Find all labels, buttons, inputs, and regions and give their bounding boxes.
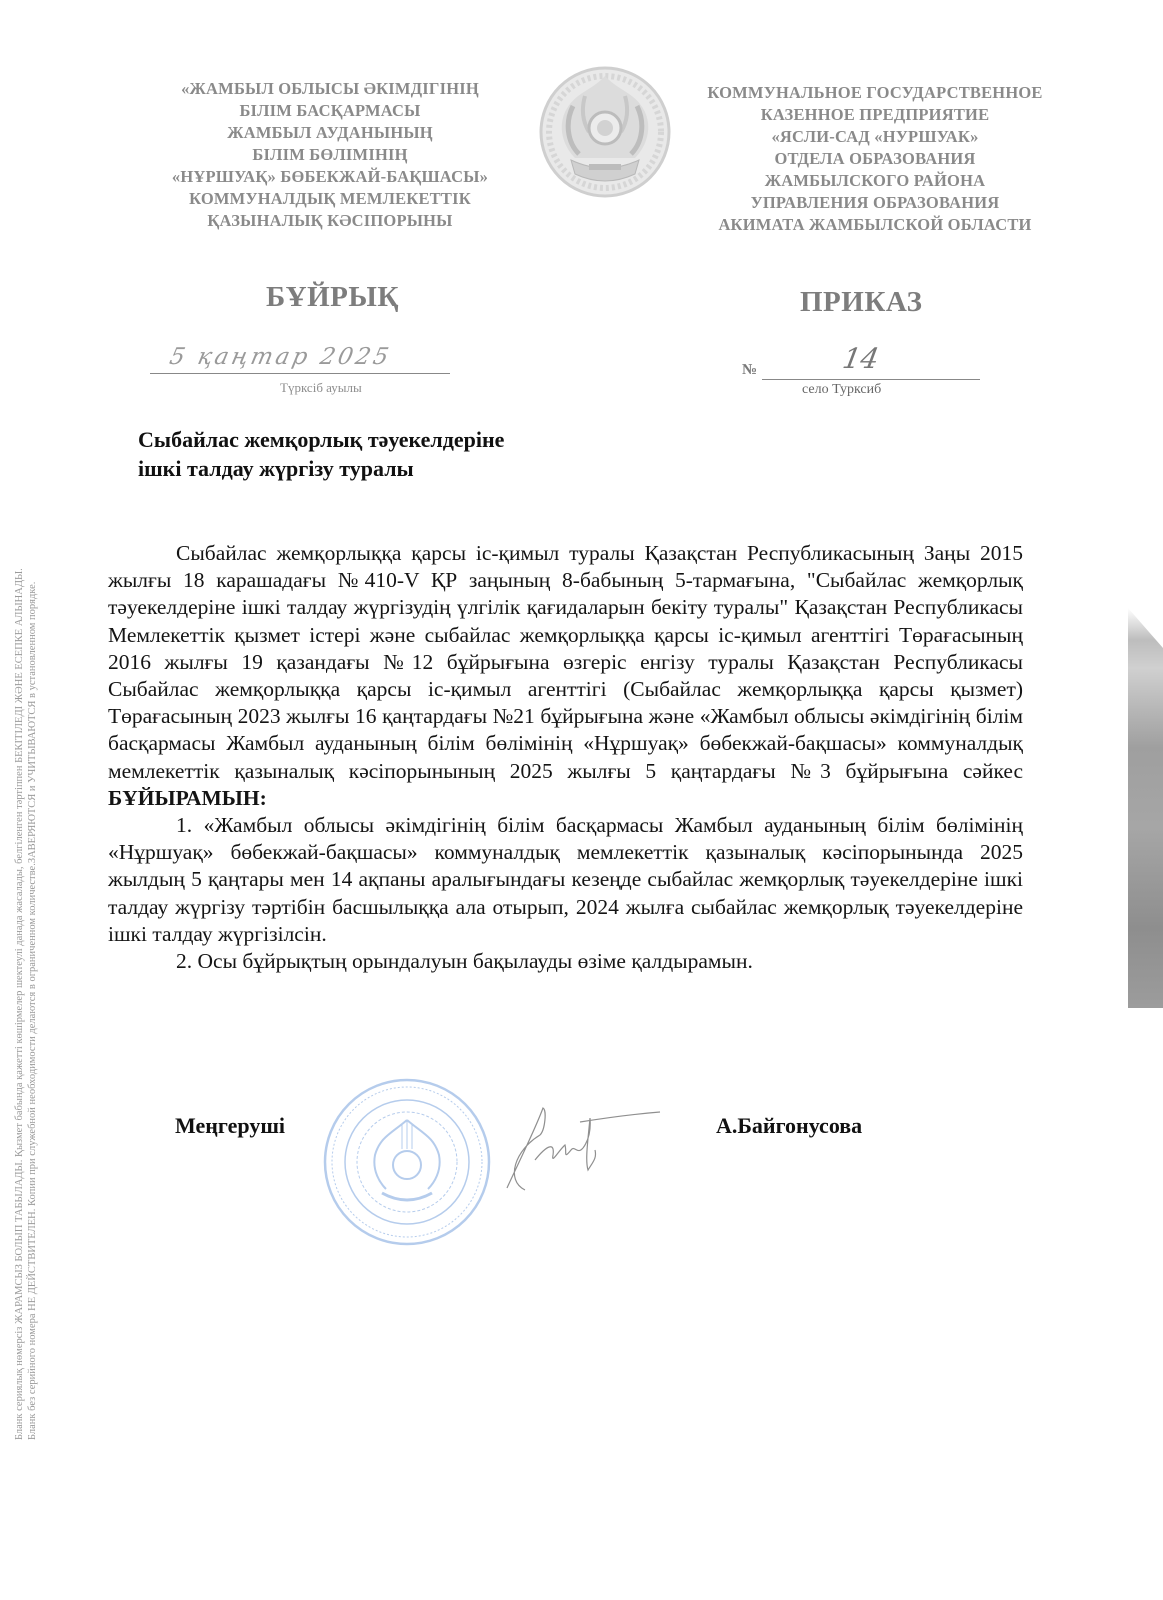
preamble-text: Сыбайлас жемқорлыққа қарсы іс-қимыл туралы Қазақстан Республикасының Заңы 2015 жылғы 18 карашадағы №410-V ҚР заңының 8-бабының 5-тармағына, "Сыбайлас жемқорлық тәуекелдеріне ішкі талдау жүргізудің үлгілік қағидаларын бекіту туралы" Қазақстан Республикасы Мемлекеттік қызмет істері және сыбайлас жемқорлыққа қарсы іс-қимыл агенттігі Төрағасының 2016 жылғы 19 қазандағы №12 бұйрығына өзгеріс енгізу туралы Қазақстан Республикасы Сыбайлас жемқорлыққа қарсы іс-қимыл агенттігі (Сыбайлас жемқорлыққа қарсы қызмет) Төрағасының 2023 жылғы 16 қаңтардағы №21 бұйрығына және «Жамбыл облысы әкімдігінің білім басқармасы Жамбыл ауданының білім бөлімінің «Нұршуақ» бөбекжай-бақшасы» коммуналдық мемлекеттік қазыналық кәсіпорынының 2025 жылғы 5 қаңтардағы №3 бұйрығына сәйкес <box>108 541 1023 783</box>
scan-edge-shadow <box>1128 608 1163 1008</box>
state-emblem-icon <box>535 62 675 202</box>
sidebar-notice-line-1: Бланк сериялық нөмерсіз ЖАРАМСЫЗ БОЛЫП ТАБЫЛАДЫ. Қызмет бабында қажетті көшірмелер шектеулі данада жасалады, белгіленген тәртіппен БЕКІТІЛЕДІ ЖӘНЕ ЕСЕПКЕ АЛЫНАДЫ. <box>14 568 25 1440</box>
header-ru-line: КОММУНАЛЬНОЕ ГОСУДАРСТВЕННОЕ <box>707 83 1043 102</box>
date-underline <box>150 373 450 374</box>
header-ru <box>680 82 1070 236</box>
title-line-2: ішкі талдау жүргізу туралы <box>138 456 414 481</box>
order-word: БҰЙЫРАМЫН: <box>108 785 267 810</box>
document-body <box>108 540 1023 975</box>
header-ru-line: АКИМАТА ЖАМБЫЛСКОЙ ОБЛАСТИ <box>718 215 1032 234</box>
header-kz-line: ЖАМБЫЛ АУДАНЫНЫҢ <box>227 123 433 142</box>
handwritten-signature-icon <box>485 1100 665 1195</box>
official-seal-stamp-icon <box>320 1075 495 1250</box>
title-line-1: Сыбайлас жемқорлық тәуекелдеріне <box>138 427 505 452</box>
header-ru-line: ЖАМБЫЛСКОГО РАЙОНА <box>764 171 986 190</box>
header-ru-line: КАЗЕННОЕ ПРЕДПРИЯТИЕ <box>760 105 990 124</box>
doc-type-ru: ПРИКАЗ <box>800 286 923 318</box>
sidebar-notice <box>14 568 39 1440</box>
document-title <box>138 425 504 483</box>
header-kz-line: БІЛІМ БАСҚАРМАСЫ <box>239 101 421 120</box>
number-label: № <box>742 362 758 378</box>
date-handwritten: 5 қаңтар 2025 <box>167 344 394 370</box>
signatory-name: А.Байгонусова <box>716 1113 863 1138</box>
header-kz <box>140 78 520 232</box>
header-kz-line: БІЛІМ БӨЛІМІНІҢ <box>252 145 408 164</box>
sidebar-notice-line-2: Бланк без серийного номера НЕ ДЕЙСТВИТЕЛЕН. Копии при служебной необходимости делаются в ограниченном количестве.ЗАВЕРЯЮТСЯ и УЧИТЫВАЮТСЯ в установленном порядке. <box>26 581 38 1440</box>
header-kz-line: ҚАЗЫНАЛЫҚ КӘСІПОРЫНЫ <box>207 211 453 230</box>
number-handwritten: 14 <box>840 342 882 375</box>
header-kz-line: КОММУНАЛДЫҚ МЕМЛЕКЕТТІК <box>189 189 471 208</box>
header-ru-line: УПРАВЛЕНИЯ ОБРАЗОВАНИЯ <box>750 193 1000 212</box>
header-ru-line: «ЯСЛИ-САД «НУРШУАК» <box>771 127 979 146</box>
signatory-role: Меңгеруші <box>175 1113 286 1138</box>
place-ru: село Турксиб <box>802 382 882 397</box>
preamble-paragraph <box>108 540 1023 812</box>
order-item-1: 1. «Жамбыл облысы әкімдігінің білім басқармасы Жамбыл ауданының білім бөлімінің «Нұршуақ» бөбекжай-бақшасы» коммуналдық мемлекеттік қазыналық кәсіпорынында 2025 жылдың 5 қаңтары мен 14 ақпаны аралығындағы кезеңде сыбайлас жемқорлық тәуекелдеріне ішкі талдау жүргізу тәртібін басшылыққа ала отырып, 2024 жылға сыбайлас жемқорлық тәуекелдеріне ішкі талдау жүргізілсін. <box>108 813 1023 946</box>
header-kz-line: «ЖАМБЫЛ ОБЛЫСЫ ӘКІМДІГІНІҢ <box>181 79 479 98</box>
order-item-2: 2. Осы бұйрықтың орындалуын бақылауды өзіме қалдырамын. <box>176 949 753 974</box>
place-kz: Түрксіб ауылы <box>280 380 362 395</box>
header-kz-line: «НҰРШУАҚ» БӨБЕКЖАЙ-БАҚШАСЫ» <box>171 167 489 186</box>
number-underline <box>762 379 980 380</box>
doc-type-kz: БҰЙРЫҚ <box>266 281 399 313</box>
header-ru-line: ОТДЕЛА ОБРАЗОВАНИЯ <box>774 149 976 168</box>
